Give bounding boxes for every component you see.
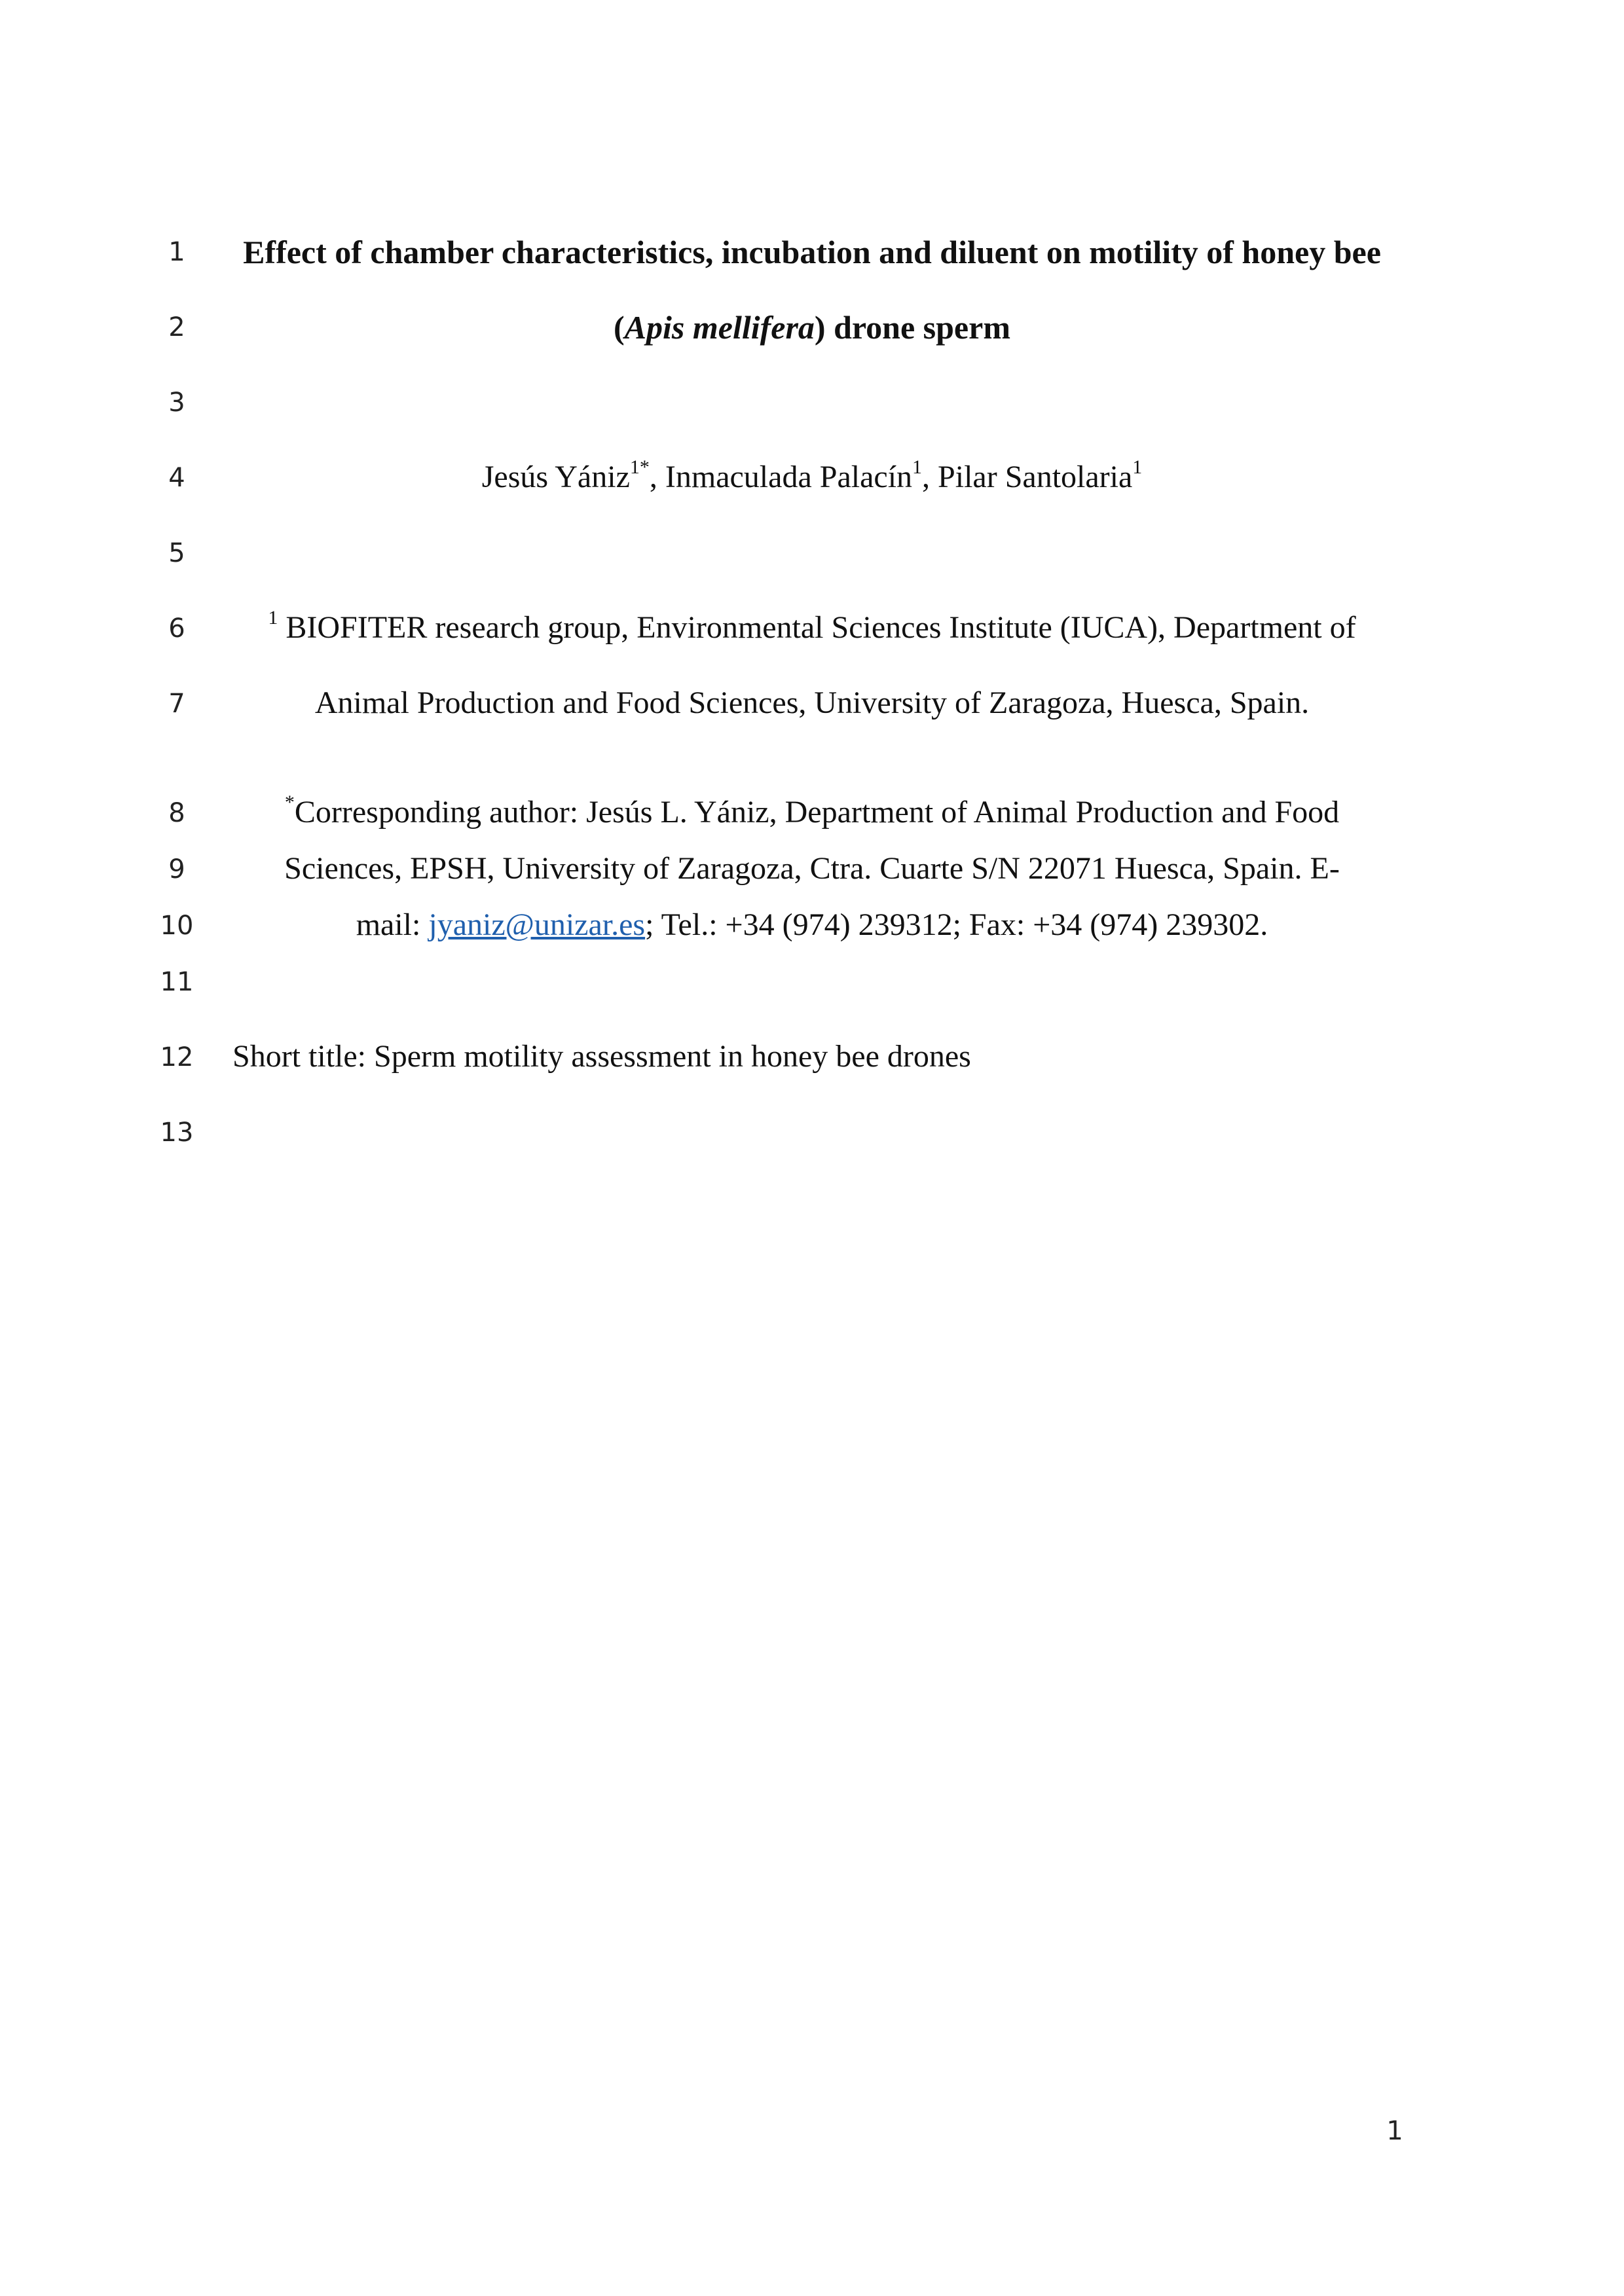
line-number: 13	[160, 1118, 194, 1148]
affiliation-mark: 1	[268, 607, 278, 629]
line-number: 5	[168, 538, 185, 568]
line-number: 3	[168, 388, 185, 418]
page-number: 1	[1386, 2116, 1403, 2146]
author-list: Jesús Yániz$^{1*}$, Inmaculada Palacín$^1$, Pilar Santolaria$^1$	[481, 456, 1143, 494]
corresponding-author-line-2: Sciences, EPSH, University of Zaragoza, Ctra. Cuarte S/N 22071 Huesca, Spain. E-	[284, 851, 1340, 886]
affiliation-line-1: $^1$ BIOFITER research group, Environmental Sciences Institute (IUCA), Department of	[268, 607, 1356, 645]
paper-title-line-1: Effect of chamber characteristics, incubation and diluent on motility of honey bee	[243, 234, 1381, 270]
email-link[interactable]: jyaniz@unizar.es	[428, 907, 646, 942]
line-number: 8	[168, 798, 185, 828]
line-number: 6	[168, 613, 185, 644]
line-number: 7	[168, 689, 185, 719]
species-name: Apis mellifera	[624, 309, 815, 346]
affiliation-line-2: Animal Production and Food Sciences, University of Zaragoza, Huesca, Spain.	[314, 685, 1310, 720]
corresponding-mark: *	[284, 792, 295, 813]
author-affiliation-mark: 1	[912, 456, 923, 478]
author-name: Inmaculada Palacín	[665, 460, 913, 494]
line-number: 12	[160, 1042, 194, 1072]
line-number: 11	[160, 967, 194, 997]
author-name: Jesús Yániz	[481, 460, 630, 494]
corresponding-author-line-3: mail: jyaniz@unizar.es; Tel.: +34 (974) 239312; Fax: +34 (974) 239302.	[356, 907, 1268, 942]
author-affiliation-mark: 1*	[629, 456, 650, 478]
line-number: 1	[168, 237, 185, 267]
paper-title-line-2: (Apis mellifera) drone sperm	[614, 309, 1010, 346]
author-affiliation-mark: 1	[1132, 456, 1143, 478]
author-name: Pilar Santolaria	[938, 460, 1133, 494]
line-number: 2	[168, 312, 185, 342]
line-number: 10	[160, 911, 194, 941]
short-title: Short title: Sperm motility assessment in honey bee drones	[232, 1039, 971, 1074]
line-number: 9	[168, 854, 185, 884]
line-number: 4	[168, 463, 185, 493]
corresponding-author-line-1: *Corresponding author: Jesús L. Yániz, Department of Animal Production and Food	[284, 792, 1340, 829]
